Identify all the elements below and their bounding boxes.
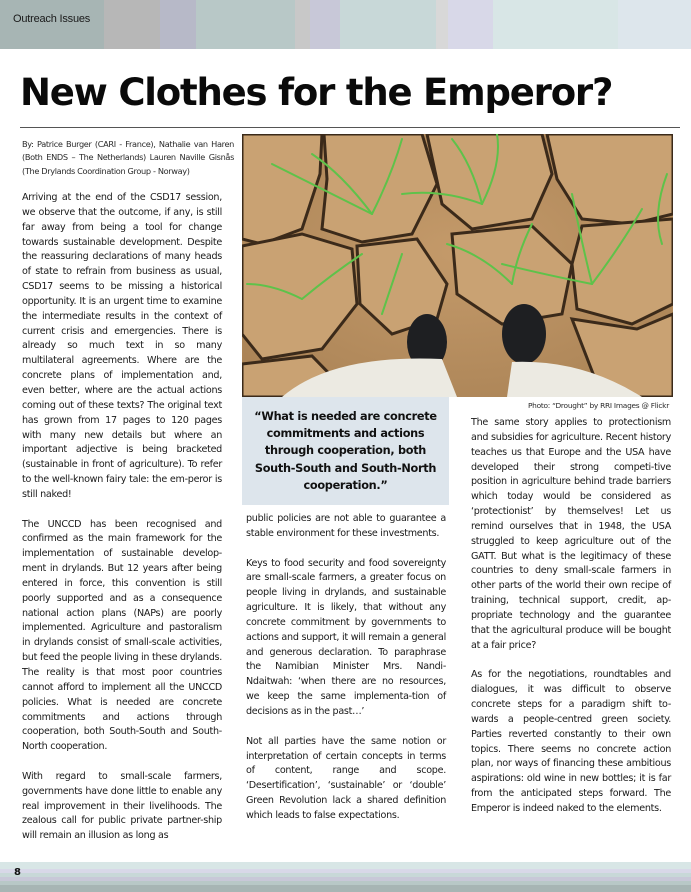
column-2 bbox=[246, 512, 446, 824]
header-band bbox=[0, 0, 691, 49]
header-stripe bbox=[436, 0, 448, 49]
paragraph: Keys to food security and food sovereignty are small-scale farmers, a greater focus on people living in drylands, and sustainable agriculture. It is likely, that without any concrete commitment by governments to actions and support, it will remain a general and generous declaration. To paraphrase the Namibian Minister Mrs. Nandi-Ndaitwah: ‘when there are no resources, we keep the same implementa-tion of decisions as in the past…’ bbox=[246, 557, 446, 717]
header-stripe bbox=[493, 0, 618, 49]
byline: By: Patrice Burger (CARI - France), Nathalie van Haren (Both ENDS – The Netherlands) Lauren Naville Gisnås (The Drylands Coordination Group - Norway) bbox=[22, 139, 234, 176]
title-divider bbox=[20, 127, 680, 128]
header-stripe bbox=[160, 0, 196, 49]
paragraph: Not all parties have the same notion or interpretation of certain concepts in terms of content, range and scope. ‘Desertification’, ‘sustainable’ or ‘double’ Green Revolution lack a shared definition which leads to false expectations. bbox=[246, 735, 446, 821]
header-stripe bbox=[618, 0, 691, 49]
photo-caption: Photo: “Drought” by RRI Images @ Flickr bbox=[527, 401, 669, 410]
header-stripe bbox=[448, 0, 493, 49]
header-stripe bbox=[310, 0, 340, 49]
paragraph: public policies are not able to guarantee a stable environment for these investments. bbox=[246, 513, 446, 539]
drought-photo bbox=[242, 134, 673, 397]
page-number: 8 bbox=[14, 867, 21, 878]
header-stripe bbox=[104, 0, 160, 49]
footer-stripe bbox=[0, 885, 691, 892]
article-title: New Clothes for the Emperor? bbox=[20, 71, 613, 114]
column-3 bbox=[471, 416, 671, 817]
section-label: Outreach Issues bbox=[13, 13, 91, 25]
paragraph: With regard to small-scale farmers, governments have done little to enable any real improvement in their livelihoods. The zealous call for public private partner-ship will remain an illusion as long as bbox=[22, 770, 222, 842]
pull-quote bbox=[242, 397, 449, 505]
paragraph: As for the negotiations, roundtables and dialogues, it was difficult to observe concrete steps for a paradigm shift to-wards a people-centred green society. Parties reverted constantly to their own topics. There seems no concrete action plan, nor ways of financing these ambitious aspirations: old wine in new bottles; it is far from the anticipated steps forward. The Emperor is indeed naked to the elements. bbox=[471, 669, 671, 814]
header-stripe bbox=[207, 0, 295, 49]
header-stripe bbox=[340, 0, 436, 49]
paragraph: Arriving at the end of the CSD17 session, we observe that the outcome, if any, is still far away from being a tool for change towards sustainable development. Despite the reassuring declarations of many heads of state to refrain from business as usual, CSD17 seems to be missing a historical opportunity. It is an urgent time to examine the intermediate results in the context of current crisis and emergencies. There is already so much text in so many multilateral agreements. Where are the concrete plans of implementation and, even better, where are the actual actions coming out of these texts? The original text has grown from 17 pages to 120 pages with many new details but where an important adjective is being bracketed (sustainable in front of agriculture). To refer to the well-known fairy tale: the em-peror is still naked! bbox=[22, 192, 222, 500]
footer-band bbox=[0, 862, 691, 892]
header-stripe bbox=[295, 0, 310, 49]
paragraph: The UNCCD has been recognised and confirmed as the main framework for the implementation of sustainable develop-ment in drylands. But 12 years after being entered in force, this convention is still poorly supported and as a consequence national action plans (NAPs) are poorly implemented. Agriculture and pastoralism in drylands consist of small-scale activities, but feed the people living in these drylands. The reality is that most poor countries cannot afford to implement all the UNCCD policies. What is needed are concrete commitments and actions through cooperation, both South-South and South-North cooperation. bbox=[22, 518, 222, 753]
pull-quote-text: “What is needed are concrete commitments and actions through cooperation, both South-South and South-North cooperation.” bbox=[254, 409, 437, 492]
column-1 bbox=[22, 191, 222, 844]
footer-stripe bbox=[0, 862, 691, 869]
header-stripe bbox=[196, 0, 207, 49]
cracked-earth-image bbox=[242, 134, 673, 397]
paragraph: The same story applies to protectionism and subsidies for agriculture. Recent history teaches us that Europe and the USA have developed their strong competi-tive position in agriculture behind trade barriers which today would be considered as ‘protectionist’ by themselves! Let us remind ourselves that in 1948, the USA struggled to keep agriculture out of the GATT. But what is the legitimacy of these countries to deny small-scale farmers in other parts of the world their own recipe of training, technical support, credit, ap-propriate technology and the guarantee that the agricultural produce will be bought at a fair price? bbox=[471, 417, 671, 651]
